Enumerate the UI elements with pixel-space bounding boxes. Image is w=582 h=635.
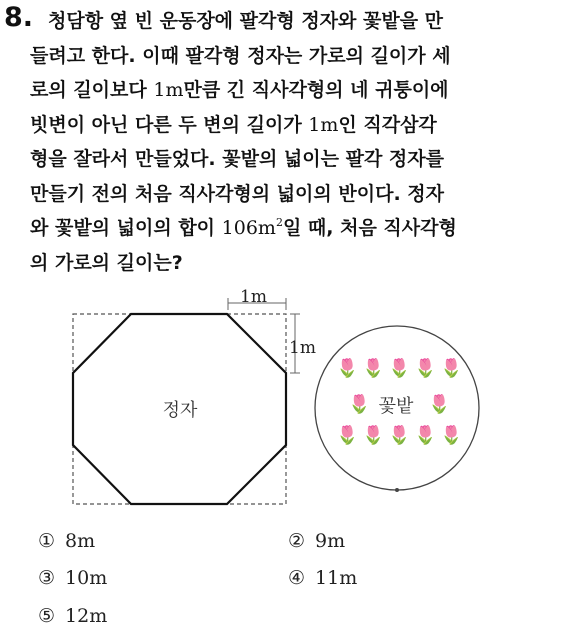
question-line-5: 형을 잘라서 만들었다. 꽃밭의 넓이는 팔각 정자를 [30,148,444,170]
tulip-icon: 🌷 [414,425,437,446]
choice-4[interactable]: ④ 11m [288,567,358,589]
tulip-icon: 🌷 [348,394,371,415]
choice-1[interactable]: ① 8m [38,530,96,552]
tulip-icon: 🌷 [362,358,385,379]
question-line-6: 만들기 전의 처음 직사각형의 넓이의 반이다. 정자 [30,182,444,205]
question-number: 8. [4,2,34,33]
question-line-3: 로의 길이보다 1m만큼 긴 직사각형의 네 귀퉁이에 [30,79,449,101]
question-line-7: 와 꽃밭의 넓이의 합이 $106m^2$일 때, 처음 직사각형 [30,216,457,239]
length-value: 1m [308,113,339,136]
length-value: 1m [153,79,184,101]
side-dimension-label: 1m [289,338,316,358]
tulip-icon: 🌷 [388,358,411,379]
circle-bottom-dot [395,488,399,492]
garden-label: 꽃밭 [378,396,414,417]
tulip-icon: 🌷 [440,425,463,446]
choice-5[interactable]: ⑤ 12m [38,605,108,627]
tulip-icon: 🌷 [336,358,359,379]
choice-3[interactable]: ③ 10m [38,567,108,589]
question-line-1: 청담항 옆 빈 운동장에 팔각형 정자와 꽃밭을 만 [48,10,444,32]
choice-2[interactable]: ② 9m [288,530,346,552]
tulip-icon: 🌷 [414,358,437,379]
question-line-2: 들려고 한다. 이때 팔각형 정자는 가로의 길이가 세 [30,44,451,67]
tulip-icon: 🌷 [388,425,411,446]
top-dimension-label: 1m [240,287,267,307]
pavilion-label: 정자 [162,400,198,421]
tulip-icon: 🌷 [362,425,385,446]
tulip-icon: 🌷 [428,394,451,415]
question-line-8: 의 가로의 길이는? [30,251,183,274]
area-value: $106m^2$ [221,216,283,239]
tulip-icon: 🌷 [336,425,359,446]
tulip-icon: 🌷 [440,358,463,379]
question-line-4: 빗변이 아닌 다른 두 변의 길이가 1m인 직각삼각 [30,113,437,136]
